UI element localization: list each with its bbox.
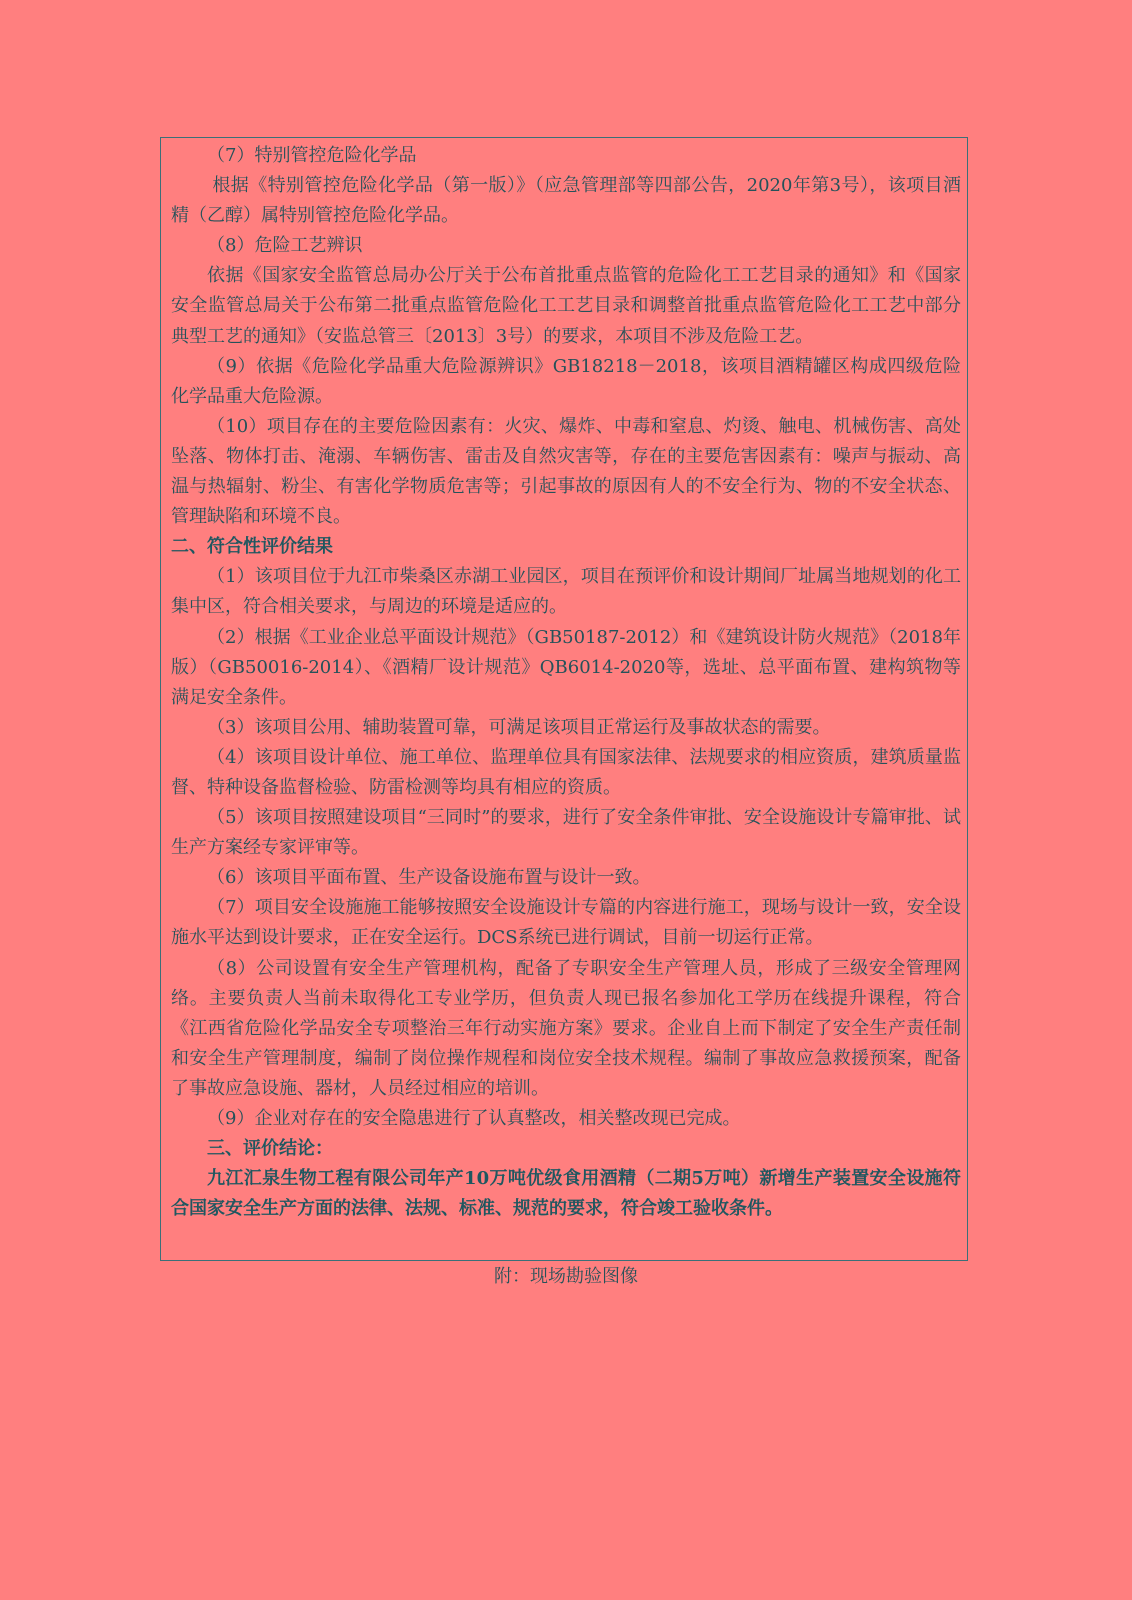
paragraph-compliance-9: （9）企业对存在的安全隐患进行了认真整改，相关整改现已完成。 — [207, 1108, 741, 1129]
paragraph-major-hazard: （9）依据《危险化学品重大危险源辨识》GB18218－2018，该项目酒精罐区构成四级危险化学品重大危险源。 — [171, 355, 961, 407]
paragraph-compliance-2: （2）根据《工业企业总平面设计规范》（GB50187-2012）和《建筑设计防火规范》（2018年版）（GB50016-2014）、《酒精厂设计规范》QB6014-2020等，选址、总平面布置、建构筑物等满足安全条件。 — [171, 626, 961, 708]
paragraph-compliance-8: （8）公司设置有安全生产管理机构，配备了专职安全生产管理人员，形成了三级安全管理网络。主要负责人当前未取得化工专业学历，但负责人现已报名参加化工学历在线提升课程，符合《江西省危险化学品安全专项整治三年行动实施方案》要求。企业自上而下制定了安全生产责任制和安全生产管理制度，编制了岗位操作规程和岗位安全技术规程。编制了事故应急救援预案，配备了事故应急设施、器材，人员经过相应的培训。 — [171, 957, 961, 1099]
paragraph-compliance-3: （3）该项目公用、辅助装置可靠，可满足该项目正常运行及事故状态的需要。 — [207, 716, 831, 738]
paragraph-special-control-heading: （7）特别管控危险化学品 — [207, 145, 417, 166]
section-heading-compliance: 二、符合性评价结果 — [171, 536, 333, 558]
paragraph-compliance-5: （5）该项目按照建设项目“三同时”的要求，进行了安全条件审批、安全设施设计专篇审批、试生产方案经专家评审等。 — [171, 807, 961, 859]
paragraph-compliance-7: （7）项目安全设施施工能够按照安全设施设计专篇的内容进行施工，现场与设计一致，安全设施水平达到设计要求，正在安全运行。DCS系统已进行调试，目前一切运行正常。 — [171, 897, 961, 949]
document-body — [171, 141, 961, 1224]
attachment-caption: 附：现场勘验图像 — [494, 1266, 638, 1287]
section-heading-conclusion: 三、评价结论： — [207, 1138, 333, 1160]
paragraph-special-control-body: 根据《特别管控危险化学品（第一版）》（应急管理部等四部公告，2020年第3号），该项目酒精（乙醇）属特别管控危险化学品。 — [171, 175, 961, 227]
paragraph-conclusion: 九江汇泉生物工程有限公司年产10万吨优级食用酒精（二期5万吨）新增生产装置安全设施符合国家安全生产方面的法律、法规、标准、规范的要求，符合竣工验收条件。 — [171, 1168, 961, 1220]
paragraph-compliance-1: （1）该项目位于九江市柴桑区赤湖工业园区，项目在预评价和设计期间厂址属当地规划的化工集中区，符合相关要求，与周边的环境是适应的。 — [171, 566, 961, 618]
paragraph-compliance-6: （6）该项目平面布置、生产设备设施布置与设计一致。 — [207, 867, 651, 889]
paragraph-compliance-4: （4）该项目设计单位、施工单位、监理单位具有国家法律、法规要求的相应资质，建筑质量监督、特种设备监督检验、防雷检测等均具有相应的资质。 — [171, 746, 961, 798]
paragraph-hazard-process-heading: （8）危险工艺辨识 — [207, 235, 363, 257]
paragraph-hazard-process-body: 依据《国家安全监管总局办公厅关于公布首批重点监管的危险化工工艺目录的通知》和《国家安全监管总局关于公布第二批重点监管危险化工工艺目录和调整首批重点监管危险化工工艺中部分典型工艺的通知》（安监总管三〔2013〕3号）的要求，本项目不涉及危险工艺。 — [171, 265, 961, 347]
paragraph-risk-factors: （10）项目存在的主要危险因素有：火灾、爆炸、中毒和窒息、灼烫、触电、机械伤害、高处坠落、物体打击、淹溺、车辆伤害、雷击及自然灾害等，存在的主要危害因素有：噪声与振动、高温与热辐射、粉尘、有害化学物质危害等；引起事故的原因有人的不安全行为、物的不安全状态、管理缺陷和环境不良。 — [171, 415, 961, 528]
